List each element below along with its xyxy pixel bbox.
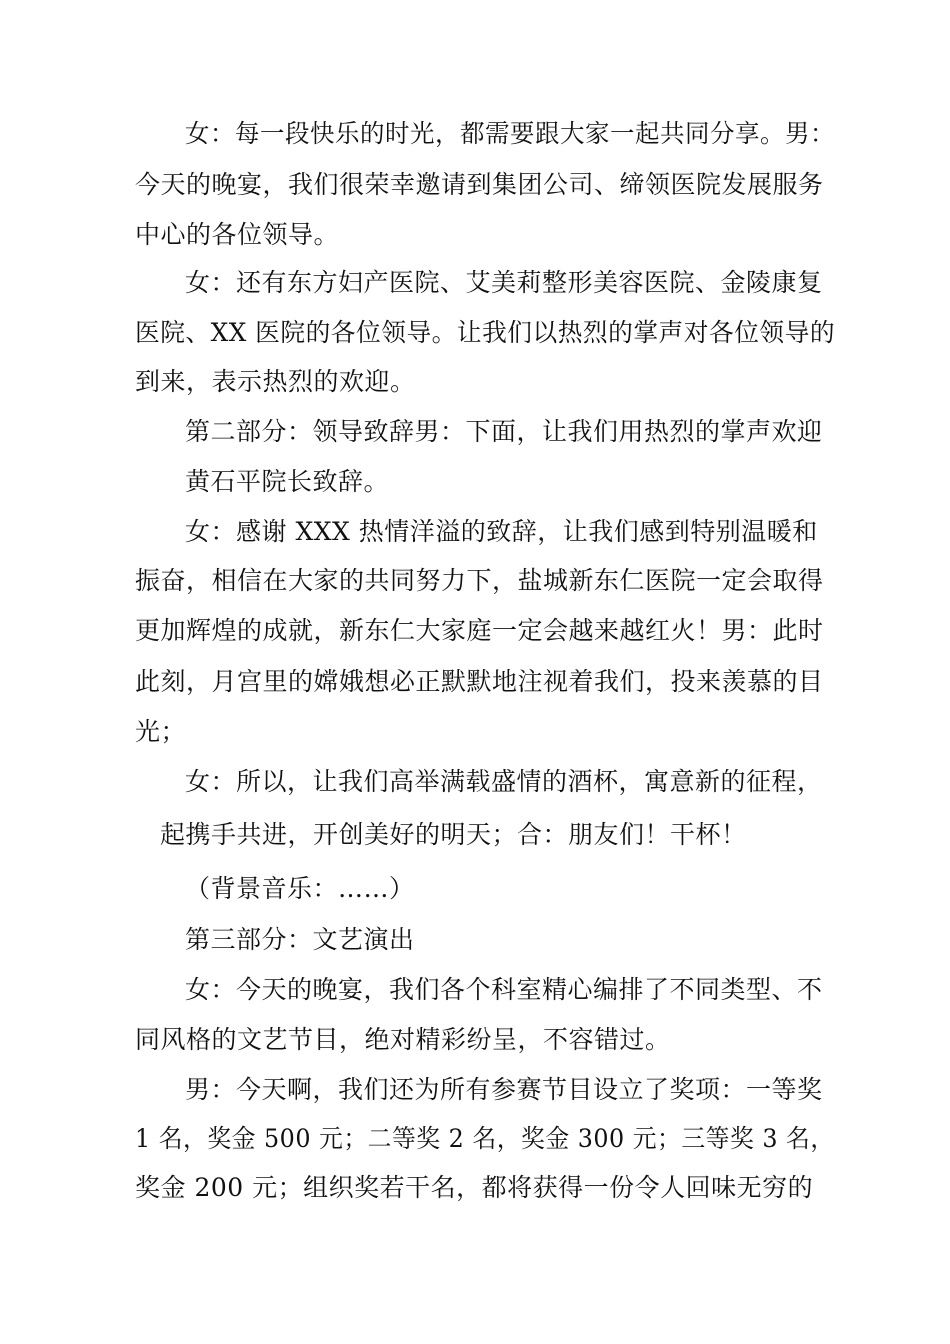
- text-line: 女：还有东方妇产医院、艾美莉整形美容医院、金陵康复: [185, 268, 823, 297]
- text-line: 中心的各位领导。: [135, 220, 340, 249]
- text-line: 同风格的文艺节目，绝对精彩纷呈，不容错过。: [135, 1025, 671, 1054]
- text-line: 更加辉煌的成就，新东仁大家庭一定会越来越红火！男：此时: [135, 616, 824, 645]
- text-line: 第二部分：领导致辞男：下面，让我们用热烈的掌声欢迎: [185, 417, 823, 446]
- text-line: 医院、XX 医院的各位领导。让我们以热烈的掌声对各位领导的: [135, 318, 836, 347]
- text-line: 光；: [135, 717, 187, 746]
- text-line: 女：每一段快乐的时光，都需要跟大家一起共同分享。男：: [185, 119, 836, 148]
- text-line: 女：感谢 XXX 热情洋溢的致辞，让我们感到特别温暖和: [185, 517, 818, 546]
- text-line: 女：今天的晚宴，我们各个科室精心编排了不同类型、不: [185, 975, 823, 1004]
- text-line: 今天的晚宴，我们很荣幸邀请到集团公司、缔领医院发展服务: [135, 170, 824, 199]
- text-line: 奖金 200 元；组织奖若干名，都将获得一份令人回味无穷的: [135, 1173, 814, 1202]
- text-line: 到来，表示热烈的欢迎。: [135, 367, 416, 396]
- text-line: 1 名，奖金 500 元；二等奖 2 名，奖金 300 元；三等奖 3 名，: [135, 1124, 835, 1153]
- text-line: 第三部分：文艺演出: [185, 925, 415, 954]
- text-line: 男：今天啊，我们还为所有参赛节目设立了奖项：一等奖: [185, 1075, 823, 1104]
- text-line: 起携手共进，开创美好的明天；合：朋友们！干杯！: [160, 820, 747, 849]
- text-line: 女：所以，让我们高举满载盛情的酒杯，寓意新的征程，: [185, 767, 823, 796]
- text-line: （背景音乐：……）: [185, 874, 415, 903]
- text-line: 振奋，相信在大家的共同努力下，盐城新东仁医院一定会取得: [135, 566, 824, 595]
- text-line: 此刻，月宫里的嫦娥想必正默默地注视着我们，投来羡慕的目: [135, 667, 824, 696]
- text-line: 黄石平院长致辞。: [185, 467, 390, 496]
